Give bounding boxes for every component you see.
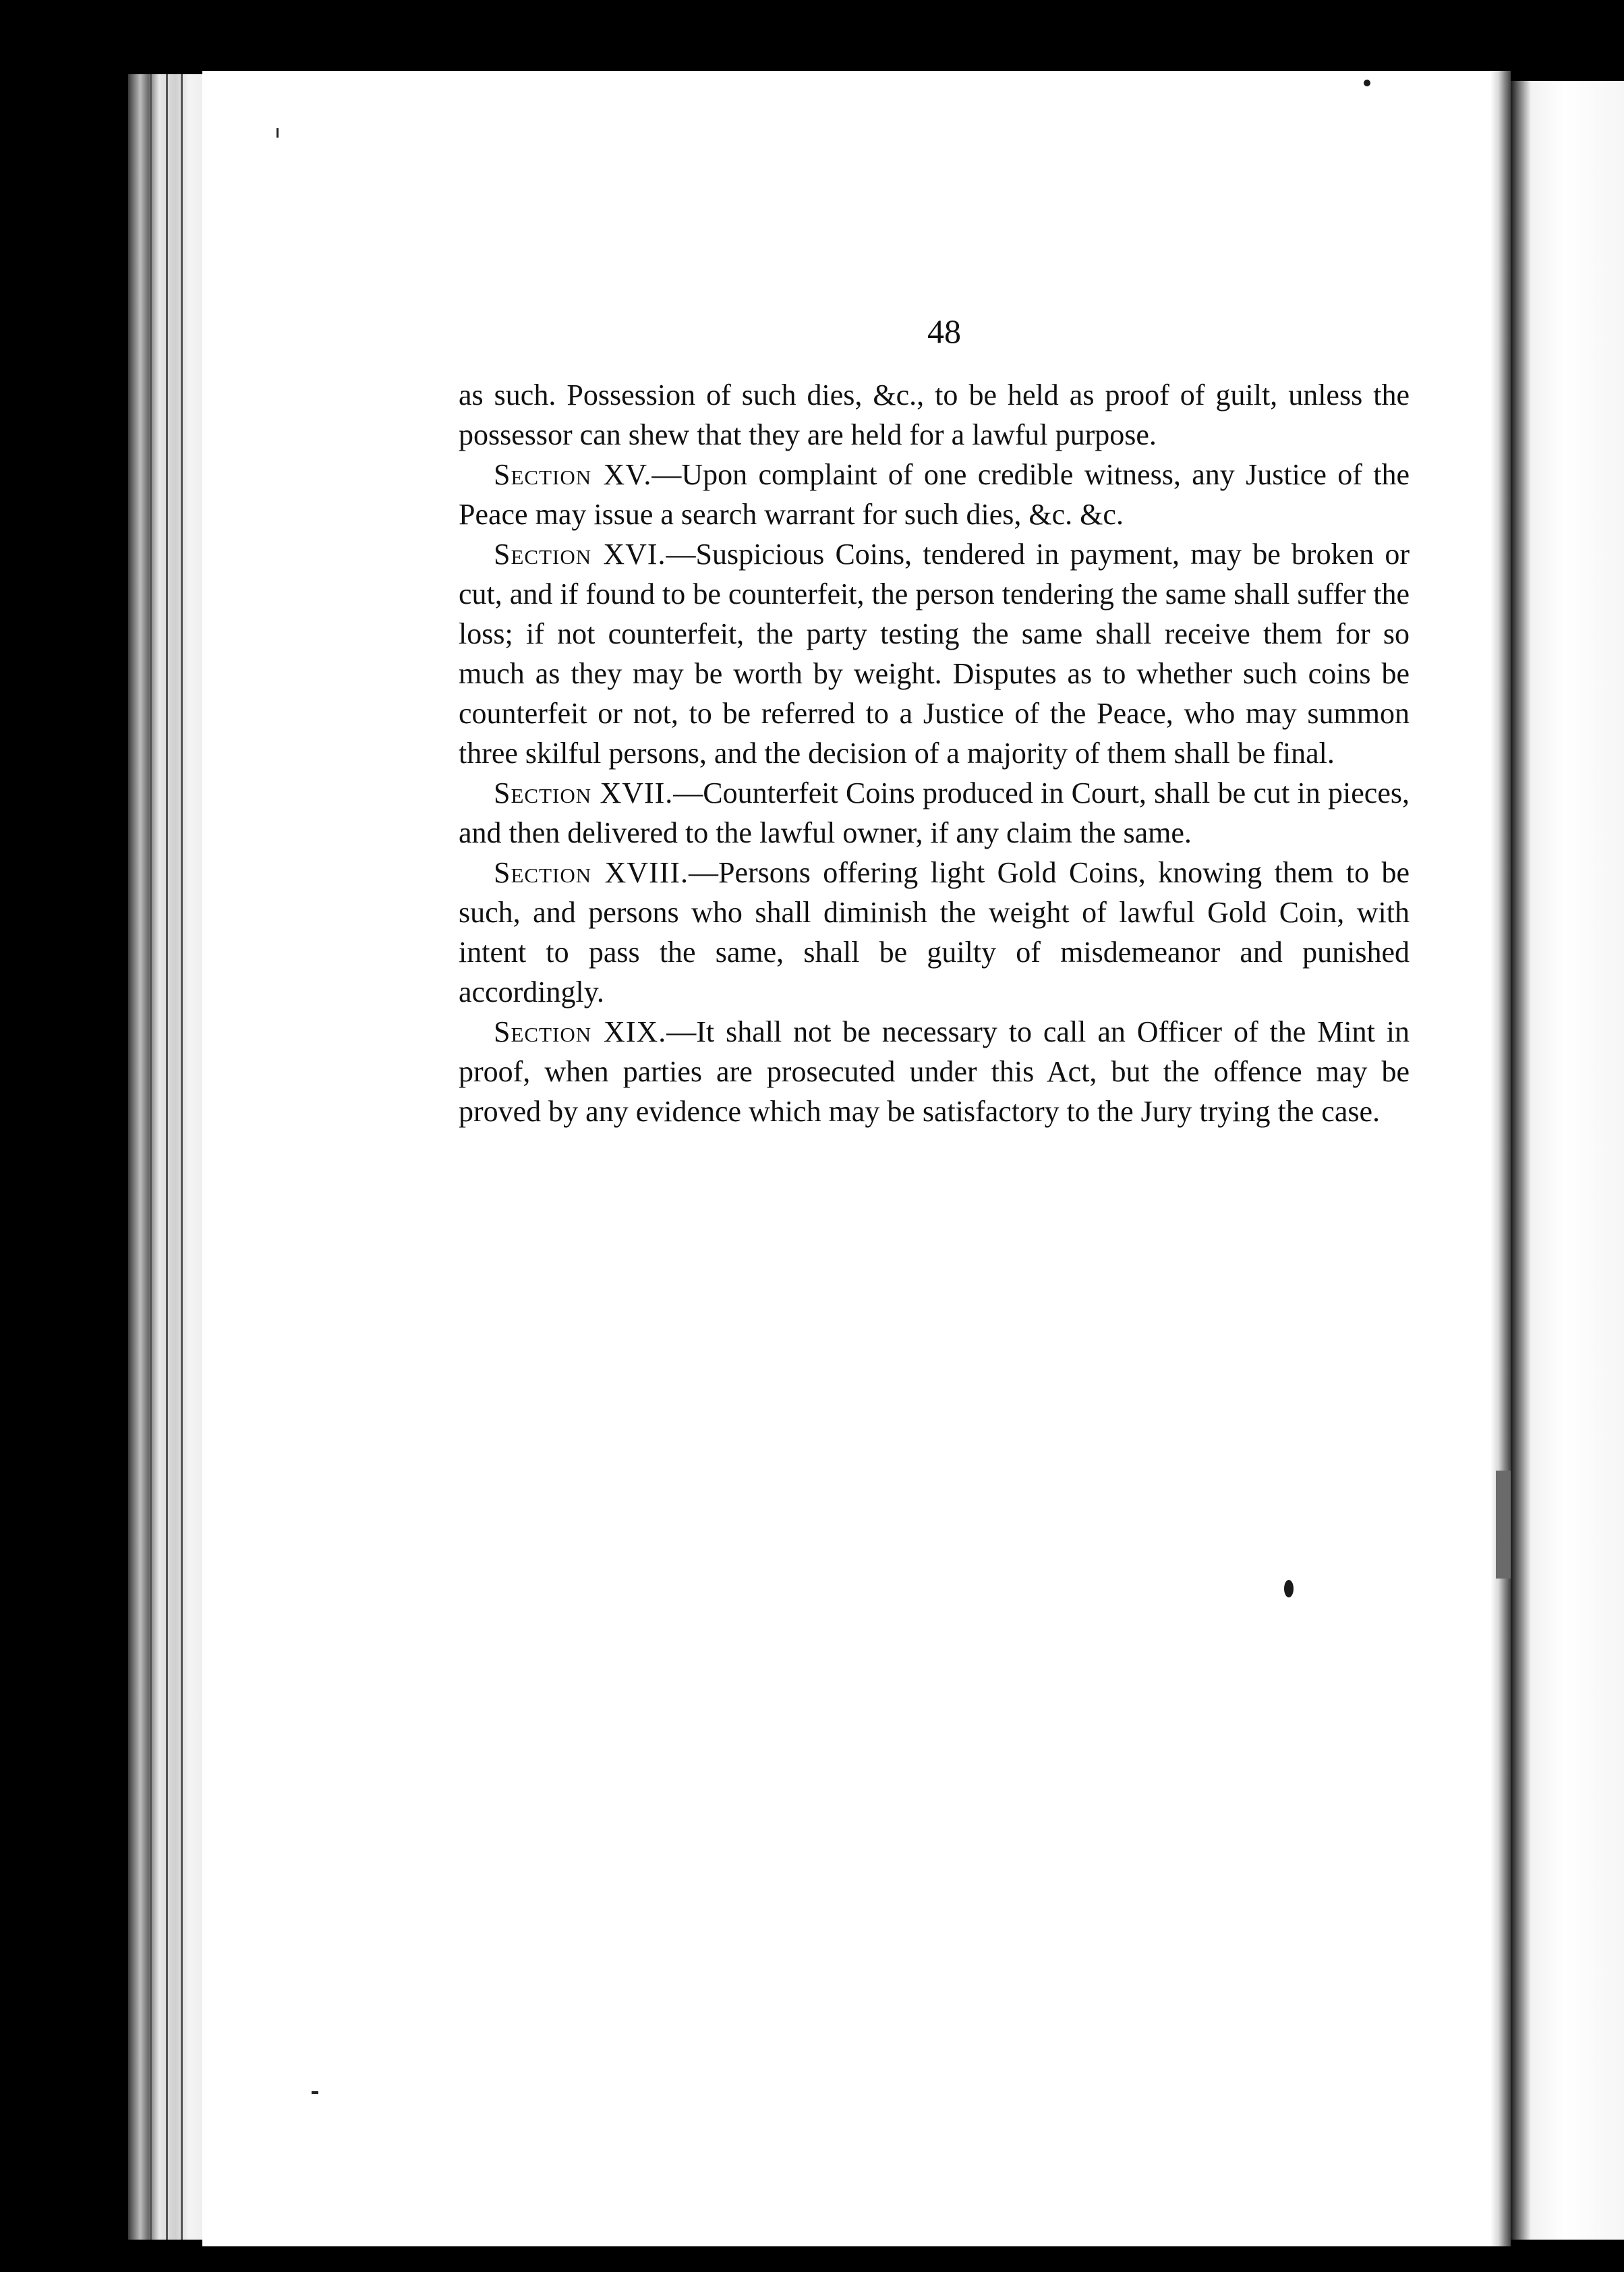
margin-mark — [312, 2091, 318, 2094]
paragraph-section-xviii — [459, 853, 1410, 1012]
section-heading: Section XVI. — [494, 538, 666, 571]
binding-line — [150, 74, 152, 2240]
paragraph-text: —Upon complaint of one credible witness, any Justice of the Peace may issue a search warrant for such dies, &c. &c. — [459, 458, 1410, 531]
section-heading: Section XVII. — [494, 776, 674, 810]
edge-tear — [1496, 1471, 1511, 1579]
paragraph-section-xvii — [459, 773, 1410, 853]
paragraph-text: —It shall not be necessary to call an Officer of the Mint in proof, when parties are prosecuted under this Act, but the offence may be proved by any evidence which may be satisfactory to the Jury trying the case. — [459, 1015, 1410, 1128]
paragraph-continuation — [459, 375, 1410, 455]
body-text — [459, 375, 1410, 1131]
paragraph-text: —Persons offering light Gold Coins, knowing them to be such, and persons who shall diminish the weight of lawful Gold Coin, with intent to pass the same, shall be guilty of misdemeanor and punished accordingly. — [459, 856, 1410, 1009]
paragraph-text: —Counterfeit Coins produced in Court, shall be cut in pieces, and then delivered to the lawful owner, if any claim the same. — [459, 776, 1410, 849]
paragraph-section-xix — [459, 1012, 1410, 1131]
paragraph-text: as such. Possession of such dies, &c., to be held as proof of guilt, unless the possessor can shew that they are held for a lawful purpose. — [459, 378, 1410, 451]
paragraph-section-xv — [459, 455, 1410, 534]
page-edge-shadow — [1490, 71, 1511, 2246]
ink-speck — [1284, 1580, 1294, 1597]
binding-line — [166, 74, 168, 2240]
page-number: 48 — [927, 312, 961, 350]
section-heading: Section XVIII. — [494, 856, 689, 889]
adjacent-page-edge — [1511, 81, 1624, 2240]
margin-mark — [277, 128, 279, 138]
paragraph-section-xvi — [459, 534, 1410, 773]
section-heading: Section XV. — [494, 458, 652, 491]
section-heading: Section XIX. — [494, 1015, 667, 1048]
ink-speck — [1364, 80, 1370, 86]
book-binding-gutter — [128, 74, 209, 2240]
binding-line — [181, 74, 183, 2240]
paragraph-text: —Suspicious Coins, tendered in payment, may be broken or cut, and if found to be counterfeit, the person tendering the same shall suffer the loss; if not counterfeit, the party testing the same shall receive them for so much as they may be worth by weight. Disputes as to whether such coins be counterfeit or not, to be referred to a Justice of the Peace, who may summon three skilful persons, and the decision of a majority of them shall be final. — [459, 538, 1410, 770]
